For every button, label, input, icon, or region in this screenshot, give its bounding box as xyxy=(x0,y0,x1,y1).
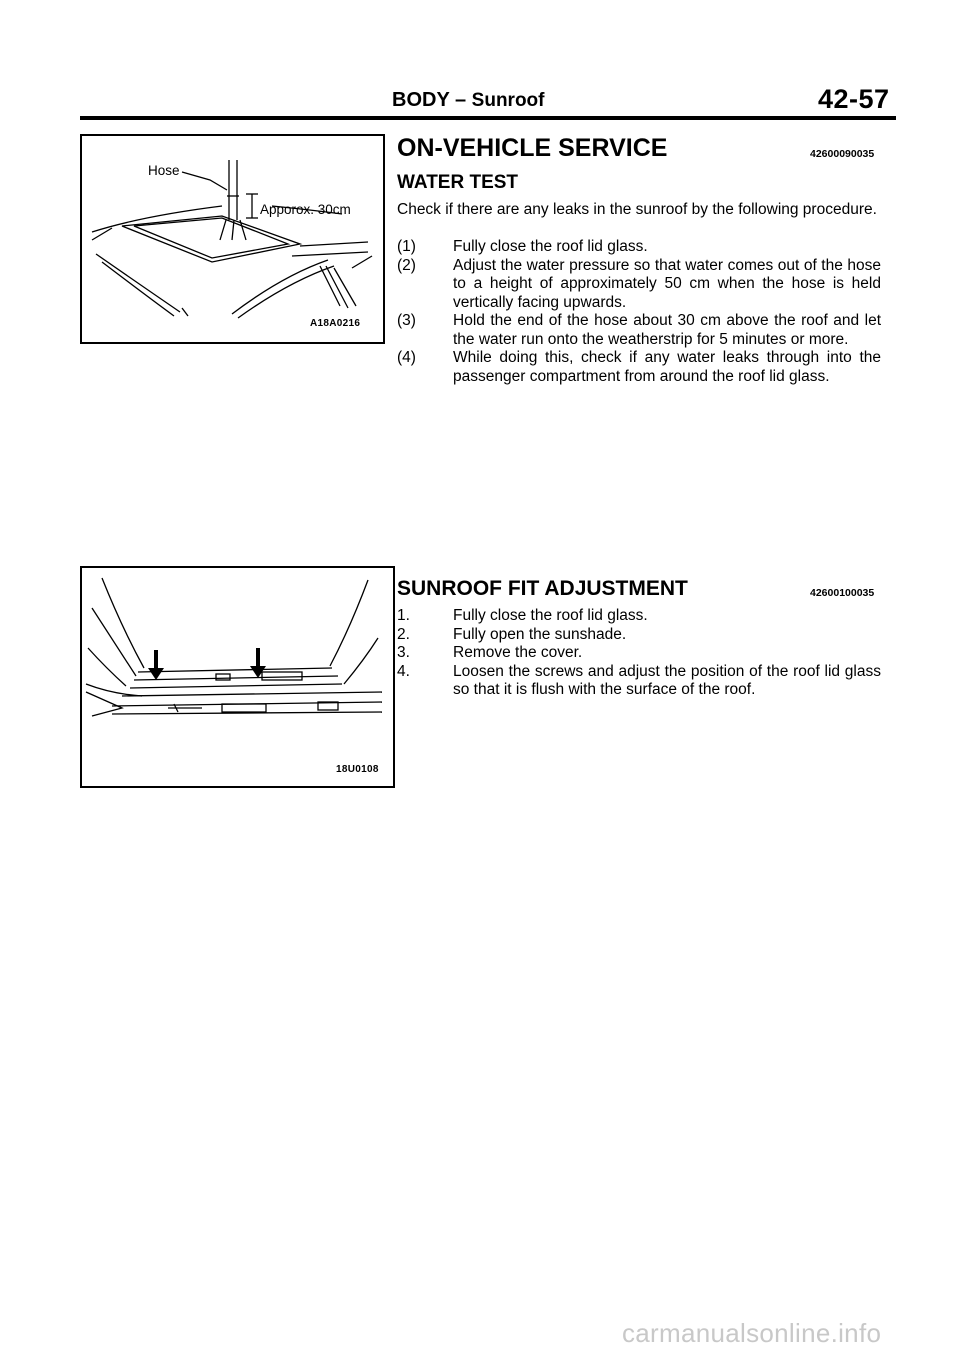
step-number: 3. xyxy=(397,644,410,661)
step-text: Loosen the screws and adjust the position of the roof lid glass so that it is flush with the surface of the roof. xyxy=(453,662,881,698)
fit-adjustment-steps xyxy=(397,607,881,700)
figure-code: A18A0216 xyxy=(310,318,361,329)
step-number: (3) xyxy=(397,312,416,329)
step-number: (2) xyxy=(397,256,416,274)
section-title: SUNROOF FIT ADJUSTMENT xyxy=(397,577,688,600)
page-header-title xyxy=(392,89,545,112)
list-item xyxy=(397,626,881,645)
list-item xyxy=(397,644,881,663)
step-text: Fully close the roof lid glass. xyxy=(453,238,648,255)
list-item xyxy=(397,663,881,700)
section-code: 42600100035 xyxy=(810,587,875,599)
header-rule xyxy=(80,116,896,120)
step-text: Hold the end of the hose about 30 cm above the roof and let the water run onto the weatherstrip for 5 minutes or more. xyxy=(453,312,881,348)
water-test-intro: Check if there are any leaks in the sunroof by the following procedure. xyxy=(397,201,877,218)
step-number: (4) xyxy=(397,349,416,366)
step-number: 4. xyxy=(397,662,410,680)
water-test-illustration xyxy=(82,136,383,342)
subsection-title: WATER TEST xyxy=(397,172,519,193)
header-section: BODY xyxy=(392,89,450,111)
step-text: Fully open the sunshade. xyxy=(453,625,627,643)
step-text: While doing this, check if any water leaks through into the passenger compartment from around the roof lid glass. xyxy=(453,349,881,385)
header-subsection: Sunroof xyxy=(471,90,545,111)
list-item xyxy=(397,257,881,313)
list-item xyxy=(397,238,881,257)
water-test-steps xyxy=(397,238,881,386)
step-number: (1) xyxy=(397,238,416,255)
step-number: 1. xyxy=(397,607,410,624)
list-item xyxy=(397,349,881,386)
fit-adjustment-figure xyxy=(80,566,395,788)
page-number: 42-57 xyxy=(818,84,890,114)
header-dash: – xyxy=(454,89,467,111)
step-text: Fully close the roof lid glass. xyxy=(453,607,648,624)
fit-adjustment-illustration xyxy=(82,568,393,786)
step-number: 2. xyxy=(397,625,410,643)
list-item xyxy=(397,312,881,349)
hose-label: Hose xyxy=(148,163,180,178)
figure-code: 18U0108 xyxy=(336,764,379,775)
section-code: 42600090035 xyxy=(810,148,875,160)
watermark: carmanualsonline.info xyxy=(622,1318,882,1348)
water-test-figure xyxy=(80,134,385,344)
step-text: Adjust the water pressure so that water comes out of the hose to a height of approximately 50 cm when the hose is held vertically facing upwards. xyxy=(453,256,881,311)
approx-height-label: Apporox. 30cm xyxy=(260,202,351,217)
step-text: Remove the cover. xyxy=(453,644,583,661)
section-title: ON-VEHICLE SERVICE xyxy=(397,134,668,162)
list-item xyxy=(397,607,881,626)
